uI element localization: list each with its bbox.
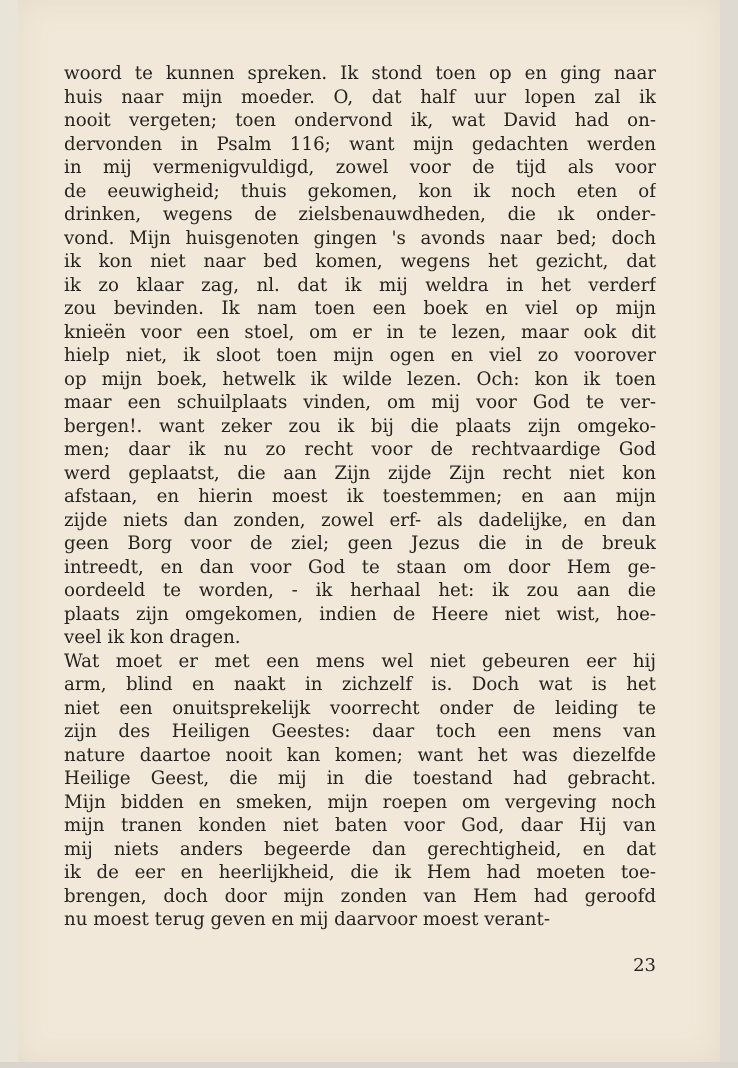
text-line: oordeeld te worden, - ik herhaal het: ik zou aan die — [64, 580, 656, 601]
text-line: Mijn bidden en smeken, mijn roepen om vergeving noch — [64, 791, 656, 813]
text-line: niet een onuitsprekelijk voorrecht onder de leiding te — [64, 697, 656, 719]
text-line: werd geplaatst, die aan Zijn zijde Zijn recht niet kon — [64, 462, 656, 484]
text-line: woord te kunnen spreken. Ik stond toen op en ging naar — [64, 63, 656, 84]
text-line: men; daar ik nu zo recht voor de rechtvaardige God — [64, 439, 656, 460]
text-line: op mijn boek, hetwelk ik wilde lezen. Och: kon ik toen — [64, 368, 656, 390]
body-text — [64, 62, 656, 932]
scan-margin-right — [720, 0, 738, 1068]
text-line: vond. Mijn huisgenoten gingen 's avonds naar bed; doch — [64, 227, 656, 249]
text-line: Heilige Geest, die mij in die toestand had gebracht. — [64, 768, 656, 789]
text-line: nature daartoe nooit kan komen; want het was diezelfde — [64, 744, 656, 766]
text-line: mijn tranen konden niet baten voor God, daar Hij van — [64, 815, 656, 836]
text-line: zou bevinden. Ik nam toen een boek en viel op mijn — [64, 298, 656, 319]
text-line: Wat moet er met een mens wel niet gebeuren eer hij — [64, 650, 656, 672]
text-line: ik zo klaar zag, nl. dat ik mij weldra in het verderf — [64, 274, 656, 296]
text-line: ik kon niet naar bed komen, wegens het gezicht, dat — [64, 251, 656, 272]
page-number: 23 — [633, 955, 656, 976]
text-line: zijn des Heiligen Geestes: daar toch een mens van — [64, 721, 656, 742]
text-line: in mij vermenigvuldigd, zowel voor de tijd als voor — [64, 157, 656, 178]
text-line: mij niets anders begeerde dan gerechtigheid, en dat — [64, 838, 656, 860]
text-line: plaats zijn omgekomen, indien de Heere niet wist, hoe- — [64, 603, 656, 625]
text-line: huis naar mijn moeder. O, dat half uur lopen zal ik — [64, 86, 656, 108]
text-line: de eeuwigheid; thuis gekomen, kon ik noch eten of — [64, 180, 656, 202]
text-line: ik de eer en heerlijkheid, die ik Hem had moeten toe- — [64, 862, 656, 883]
text-line: drinken, wegens de zielsbenauwdheden, die ık onder- — [64, 204, 656, 225]
text-line: hielp niet, ik sloot toen mijn ogen en viel zo voorover — [64, 345, 656, 366]
text-line: veel ik kon dragen. — [64, 627, 241, 648]
text-line: arm, blind en naakt in zichzelf is. Doch wat is het — [64, 674, 656, 695]
text-line: afstaan, en hierin moest ik toestemmen; en aan mijn — [64, 486, 656, 507]
text-line: nooit vergeten; toen ondervond ik, wat David had on- — [64, 110, 656, 131]
scan-margin-bottom — [0, 1062, 738, 1068]
text-line: geen Borg voor de ziel; geen Jezus die in de breuk — [64, 533, 656, 554]
text-line: nu moest terug geven en mij daarvoor moest verant- — [64, 909, 550, 930]
text-line: dervonden in Psalm 116; want mijn gedachten werden — [64, 133, 656, 155]
text-line: zijde niets dan zonden, zowel erf- als dadelijke, en dan — [64, 509, 656, 531]
text-line: maar een schuilplaats vinden, om mij voor God te ver- — [64, 392, 656, 413]
text-line: intreedt, en dan voor God te staan om door Hem ge- — [64, 556, 656, 578]
text-line: knieën voor een stoel, om er in te lezen, maar ook dit — [64, 321, 656, 343]
text-line: bergen!. want zeker zou ik bij die plaats zijn omgeko- — [64, 415, 656, 437]
text-line: brengen, doch door mijn zonden van Hem had geroofd — [64, 885, 656, 907]
